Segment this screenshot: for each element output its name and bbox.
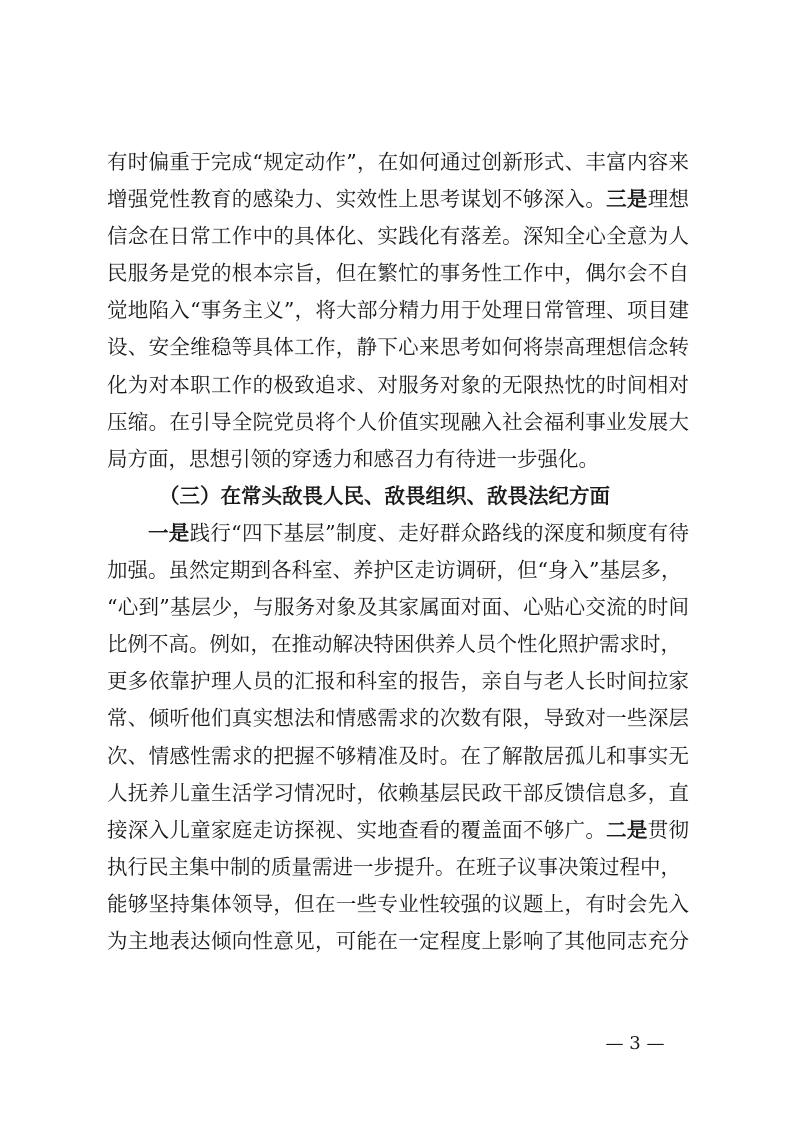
text-segment: 执行民主集中制的质量需进一步提升。在班子议事决策过程中， xyxy=(107,854,681,879)
text-line xyxy=(107,923,689,960)
page-number: — 3 — xyxy=(605,1033,665,1054)
text-line xyxy=(107,886,689,923)
text-line xyxy=(107,589,689,626)
text-segment: 为主地表达倾向性意见，可能在一定程度上影响了其他同志充分 xyxy=(107,928,689,953)
bold-text-segment: 三是 xyxy=(606,187,648,212)
text-line xyxy=(107,181,689,218)
section-heading xyxy=(107,478,689,515)
text-segment: 压缩。在引导全院党员将个人价值实现融入社会福利事业发展大 xyxy=(107,409,689,434)
text-segment: 化为对本职工作的极致追求、对服务对象的无限热忱的时间相对 xyxy=(107,372,689,397)
text-line xyxy=(107,329,689,366)
text-line xyxy=(107,515,689,552)
text-segment: 次、情感性需求的把握不够精准及时。在了解散居孤儿和事实无 xyxy=(107,743,689,768)
text-line xyxy=(107,738,689,775)
text-line xyxy=(107,700,689,737)
text-line xyxy=(107,812,689,849)
text-line xyxy=(107,367,689,404)
text-segment: 民服务是党的根本宗旨，但在繁忙的事务性工作中，偶尔会不自 xyxy=(107,261,689,286)
text-segment: 理想 xyxy=(647,187,690,212)
text-line xyxy=(107,292,689,329)
text-line xyxy=(107,552,689,589)
text-segment: 觉地陷入“事务主义”，将大部分精力用于处理日常管理、项目建 xyxy=(107,298,689,323)
text-segment: 接深入儿童家庭走访探视、实地查看的覆盖面不够广。 xyxy=(107,817,607,842)
text-segment: 贯彻 xyxy=(647,817,690,842)
text-segment: 常、倾听他们真实想法和情感需求的次数有限，导致对一些深层 xyxy=(107,706,689,731)
text-segment: 有时偏重于完成“规定动作”，在如何通过创新形式、丰富内容来 xyxy=(107,150,689,174)
text-line xyxy=(107,663,689,700)
text-segment: 局方面，思想引领的穿透力和感召力有待进一步强化。 xyxy=(107,446,599,471)
bold-text-segment: （三）在常头敌畏人民、敌畏组织、敌畏法纪方面 xyxy=(159,483,610,508)
text-line xyxy=(107,849,689,886)
text-segment: 践行“四下基层”制度、走好群众路线的深度和频度有待 xyxy=(189,520,690,545)
text-segment: 能够坚持集体领导，但在一些专业性较强的议题上，有时会先入 xyxy=(107,891,689,916)
text-line xyxy=(107,144,689,181)
text-segment: 加强。虽然定期到各科室、养护区走访调研，但“身入”基层多， xyxy=(107,558,682,583)
text-segment: 信念在日常工作中的具体化、实践化有落差。深知全心全意为人 xyxy=(107,224,689,249)
text-line xyxy=(107,626,689,663)
text-line xyxy=(107,404,689,441)
text-segment: 比例不高。例如，在推动解决特困供养人员个性化照护需求时， xyxy=(107,632,681,657)
text-segment: 人抚养儿童生活学习情况时，依赖基层民政干部反馈信息多，直 xyxy=(107,780,689,805)
bold-text-segment: 一是 xyxy=(148,520,190,545)
text-line xyxy=(107,255,689,292)
text-segment: 更多依靠护理人员的汇报和科室的报告，亲自与老人长时间拉家 xyxy=(107,669,689,694)
text-line xyxy=(107,775,689,812)
text-segment: 增强党性教育的感染力、实效性上思考谋划不够深入。 xyxy=(107,187,607,212)
bold-text-segment: 二是 xyxy=(606,817,648,842)
document-body xyxy=(107,144,689,960)
text-segment: “心到”基层少，与服务对象及其家属面对面、心贴心交流的时间 xyxy=(107,595,689,620)
text-line xyxy=(107,218,689,255)
text-line xyxy=(107,441,689,478)
text-segment: 设、安全维稳等具体工作，静下心来思考如何将崇高理想信念转 xyxy=(107,335,689,360)
